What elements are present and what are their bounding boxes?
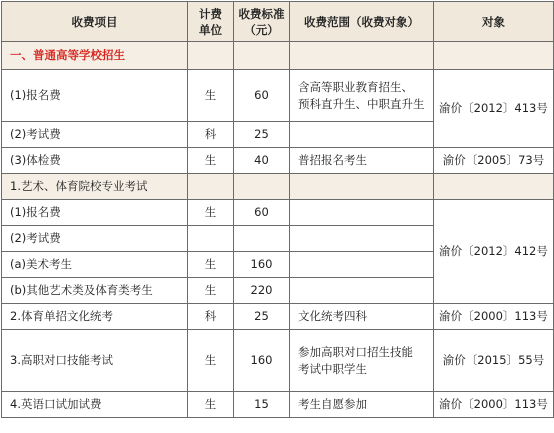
- header-item: 收费项目: [2, 2, 188, 42]
- standard-cell: 160: [234, 252, 290, 278]
- object-cell: 渝价〔2012〕412号: [434, 200, 554, 304]
- scope-cell: [290, 330, 434, 392]
- cell-empty: [290, 174, 434, 200]
- table-row: [2, 148, 554, 174]
- unit-cell: 生: [188, 330, 234, 392]
- cell-empty: [234, 42, 290, 70]
- unit-cell: 生: [188, 148, 234, 174]
- header-standard-line2: （元）: [244, 22, 279, 37]
- section-row: [2, 42, 554, 70]
- section-title: 一、普通高等学校招生: [2, 42, 188, 70]
- object-cell: 渝价〔2000〕113号: [434, 392, 554, 418]
- scope-cell: [290, 252, 434, 278]
- table-row: [2, 304, 554, 330]
- scope-line1: 参加高职对口招生技能: [298, 344, 413, 359]
- item-cell: (2)考试费: [2, 122, 188, 148]
- table-row: [2, 200, 554, 226]
- item-cell: 3.高职对口技能考试: [2, 330, 188, 392]
- scope-cell: 考生自愿参加: [290, 392, 434, 418]
- cell-empty: [188, 42, 234, 70]
- unit-cell: 生: [188, 200, 234, 226]
- item-cell: (3)体检费: [2, 148, 188, 174]
- item-cell: 2.体育单招文化统考: [2, 304, 188, 330]
- standard-cell: 15: [234, 392, 290, 418]
- unit-cell: 生: [188, 392, 234, 418]
- scope-line1: 含高等职业教育招生、: [298, 79, 413, 94]
- cell-empty: [434, 174, 554, 200]
- object-cell: 渝价〔2000〕113号: [434, 304, 554, 330]
- header-scope: 收费范围（收费对象）: [290, 2, 434, 42]
- scope-cell: [290, 278, 434, 304]
- scope-line2: 预科直升生、中职直升生: [298, 96, 425, 111]
- standard-cell: 25: [234, 122, 290, 148]
- standard-cell: 40: [234, 148, 290, 174]
- standard-cell: 60: [234, 200, 290, 226]
- unit-cell: 生: [188, 278, 234, 304]
- item-cell: (2)考试费: [2, 226, 188, 252]
- header-object: 对象: [434, 2, 554, 42]
- standard-cell: 60: [234, 70, 290, 122]
- header-row: [2, 2, 554, 42]
- standard-cell: 25: [234, 304, 290, 330]
- table-row: [2, 174, 554, 200]
- item-cell: (b)其他艺术类及体育类考生: [2, 278, 188, 304]
- item-cell: 1.艺术、体育院校专业考试: [2, 174, 188, 200]
- item-cell: (a)美术考生: [2, 252, 188, 278]
- header-unit: [188, 2, 234, 42]
- item-cell: (1)报名费: [2, 70, 188, 122]
- scope-cell: 普招报名考生: [290, 148, 434, 174]
- object-cell: 渝价〔2015〕55号: [434, 330, 554, 392]
- cell-empty: [188, 174, 234, 200]
- item-cell: 4.英语口试加试费: [2, 392, 188, 418]
- cell-empty: [434, 42, 554, 70]
- header-unit-line2: 单位: [199, 22, 222, 37]
- unit-cell: 科: [188, 122, 234, 148]
- standard-cell: 160: [234, 330, 290, 392]
- scope-cell: [290, 200, 434, 226]
- fee-table: [1, 1, 554, 418]
- scope-line2: 考试中职学生: [298, 361, 367, 376]
- scope-cell: [290, 70, 434, 122]
- object-cell: 渝价〔2012〕413号: [434, 70, 554, 148]
- standard-cell: [234, 226, 290, 252]
- scope-cell: [290, 122, 434, 148]
- header-unit-line1: 计费: [199, 6, 222, 21]
- unit-cell: [188, 226, 234, 252]
- item-cell: (1)报名费: [2, 200, 188, 226]
- unit-cell: 生: [188, 252, 234, 278]
- table-row: [2, 392, 554, 418]
- cell-empty: [290, 42, 434, 70]
- table-row: [2, 70, 554, 122]
- table-row: [2, 330, 554, 392]
- standard-cell: 220: [234, 278, 290, 304]
- scope-cell: [290, 226, 434, 252]
- cell-empty: [234, 174, 290, 200]
- unit-cell: 生: [188, 70, 234, 122]
- object-cell: 渝价〔2005〕73号: [434, 148, 554, 174]
- unit-cell: 科: [188, 304, 234, 330]
- header-standard-line1: 收费标准: [238, 6, 285, 21]
- header-standard: [234, 2, 290, 42]
- scope-cell: 文化统考四科: [290, 304, 434, 330]
